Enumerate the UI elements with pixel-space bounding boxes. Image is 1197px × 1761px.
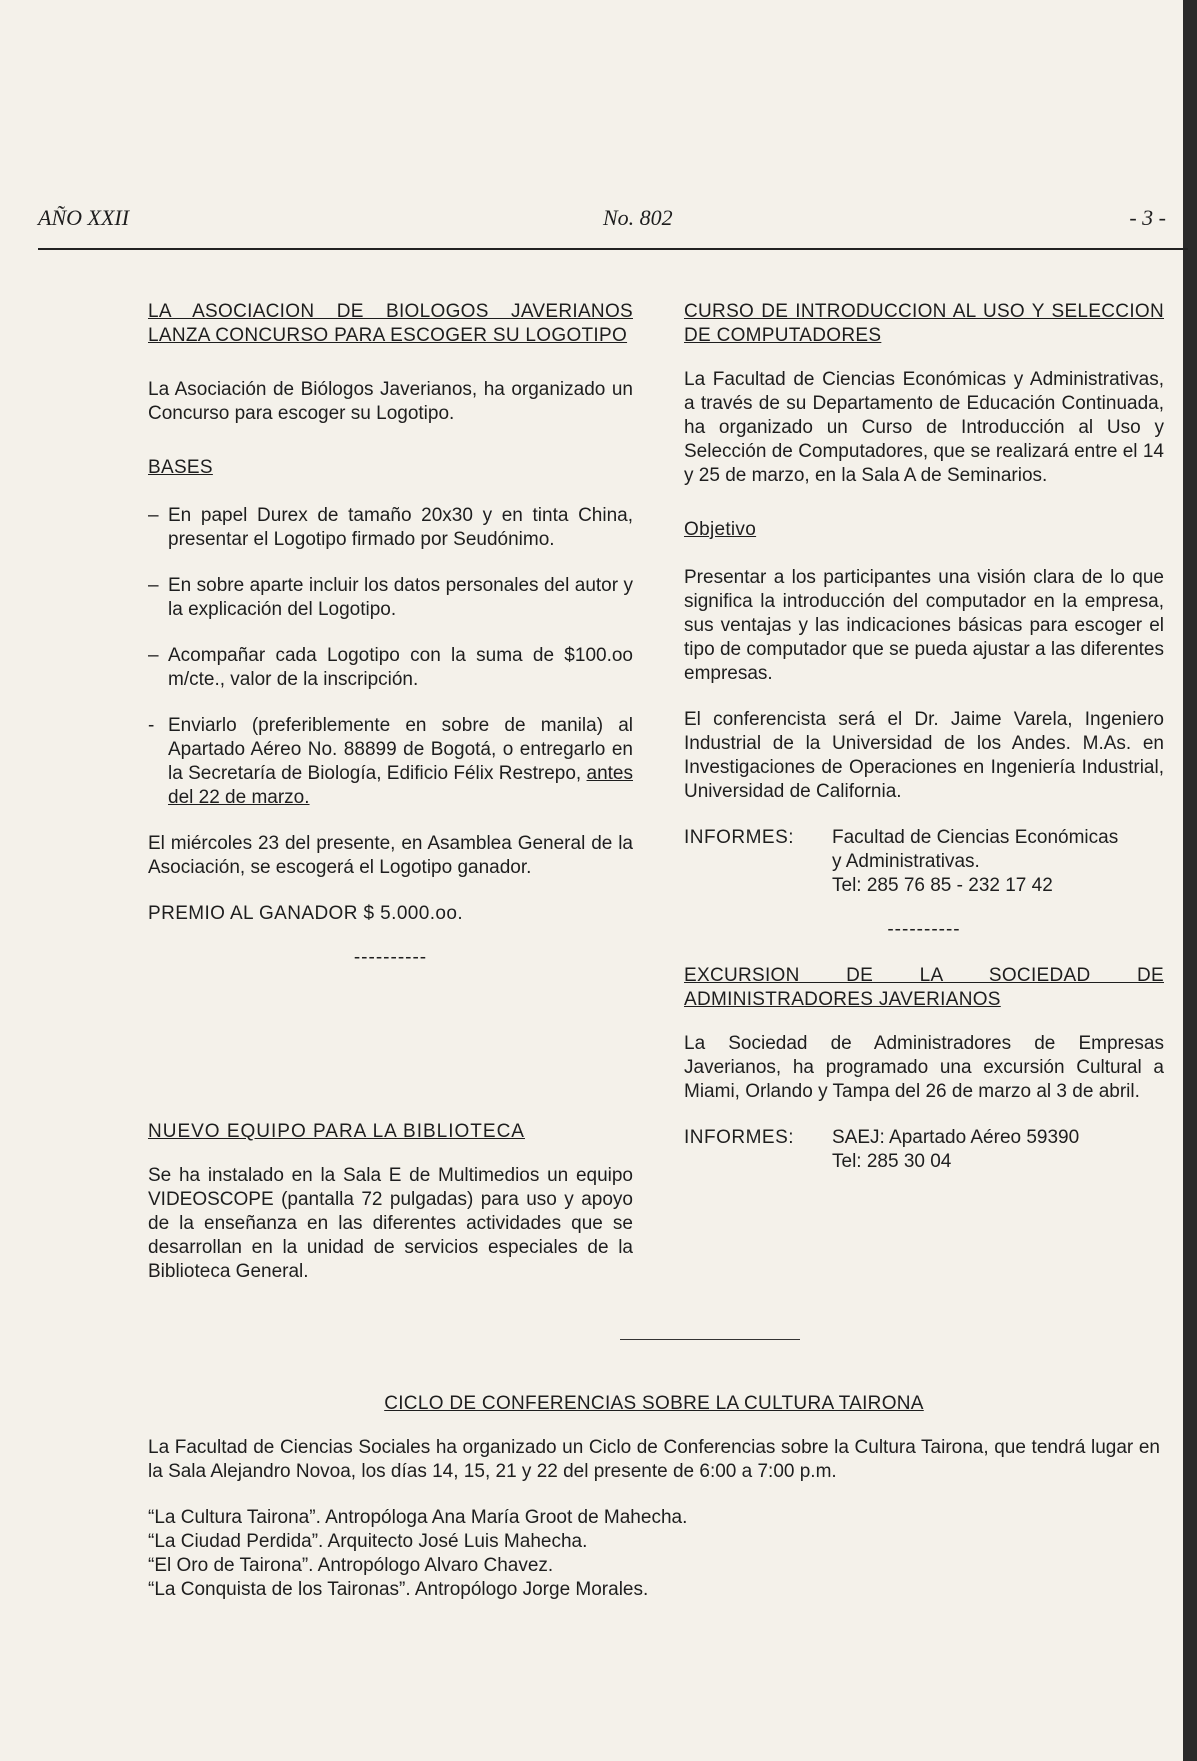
biblioteca-text: Se ha instalado en la Sala E de Multimedios un equipo VIDEOSCOPE (pantalla 72 pulgadas) para uso y apoyo de la enseñanza en las diferentes actividades que se desarrollan en la unidad de servicios especiales de la Biblioteca General. xyxy=(148,1165,633,1282)
biologos-title: LA ASOCIACION DE BIOLOGOS JAVERIANOS LANZA CONCURSO PARA ESCOGER SU LOGOTIPO xyxy=(148,301,633,346)
excursion-text: La Sociedad de Administradores de Empresas Javerianos, ha programado una excursión Cultural a Miami, Orlando y Tampa del 26 de marzo al 3 de abril. xyxy=(684,1033,1164,1102)
header-rule xyxy=(38,248,1188,250)
informes-block xyxy=(684,826,1164,898)
talk-item: “La Ciudad Perdida”. Arquitecto José Luis Mahecha. xyxy=(148,1531,588,1552)
base-item: – En papel Durex de tamaño 20x30 y en tinta China, presentar el Logotipo firmado por Seudónimo. xyxy=(148,505,633,550)
separator: ---------- xyxy=(887,919,961,940)
computadores-intro: La Facultad de Ciencias Económicas y Administrativas, a través de su Departamento de Educación Continuada, ha organizado un Curso de Introducción al Uso y Selección de Computadores, que se realizará entre el 14 y 25 de marzo, en la Sala A de Seminarios. xyxy=(684,369,1164,486)
informes-label: INFORMES: xyxy=(684,827,795,848)
talk-item: “La Conquista de los Taironas”. Antropólogo Jorge Morales. xyxy=(148,1579,649,1600)
base-item: - Enviarlo (preferiblemente en sobre de manila) al Apartado Aéreo No. 88899 de Bogotá, o entregarlo en la Secretaría de Biología, Edificio Félix Restrepo, antes del 22 de marzo. xyxy=(148,715,633,808)
excursion-title: EXCURSION DE LA SOCIEDAD DE ADMINISTRADORES JAVERIANOS xyxy=(684,965,1164,1010)
informes-block xyxy=(684,1126,1164,1174)
tairona-text: La Facultad de Ciencias Sociales ha organizado un Ciclo de Conferencias sobre la Cultura Tairona, que tendrá lugar en la Sala Alejandro Novoa, los días 14, 15, 21 y 22 del presente de 6:00 a 7:00 p.m. xyxy=(148,1437,1160,1482)
separator: ---------- xyxy=(353,947,428,968)
informes-line: y Administrativas. xyxy=(832,851,980,872)
talk-item: “El Oro de Tairona”. Antropólogo Alvaro Chavez. xyxy=(148,1555,554,1576)
page-edge xyxy=(1183,0,1197,1761)
informes-line: SAEJ: Apartado Aéreo 59390 xyxy=(832,1127,1080,1148)
base-item: – Acompañar cada Logotipo con la suma de $100.oo m/cte., valor de la inscripción. xyxy=(148,645,633,690)
section-rule xyxy=(620,1339,800,1340)
year-label: AÑO XXII xyxy=(38,205,130,230)
prize-line: PREMIO AL GANADOR $ 5.000.oo. xyxy=(148,903,464,924)
biologos-intro: La Asociación de Biólogos Javerianos, ha organizado un Concurso para escoger su Logotipo. xyxy=(148,379,633,424)
computadores-title: CURSO DE INTRODUCCION AL USO Y SELECCION DE COMPUTADORES xyxy=(684,301,1164,346)
issue-number: No. 802 xyxy=(603,205,673,230)
base-item-text: Enviarlo (preferiblemente en sobre de manila) al Apartado Aéreo No. 88899 de Bogotá, o entregarlo en la Secretaría de Biología, Edificio Félix Restrepo, xyxy=(168,715,633,784)
objetivo-label: Objetivo xyxy=(684,519,757,540)
article-computadores xyxy=(684,300,1164,1174)
article-biologos xyxy=(148,300,633,970)
informes-label: INFORMES: xyxy=(684,1127,795,1148)
informes-phone: Tel: 285 76 85 - 232 17 42 xyxy=(832,875,1053,896)
objetivo-text: Presentar a los participantes una visión clara de lo que significa la introducción del computador en la empresa, sus ventajas y las indicaciones básicas para escoger el tipo de computador que se pueda ajustar a las diferentes empresas. xyxy=(684,567,1164,684)
talk-item: “La Cultura Tairona”. Antropóloga Ana María Groot de Mahecha. xyxy=(148,1507,688,1528)
bases-label: BASES xyxy=(148,457,213,478)
informes-phone: Tel: 285 30 04 xyxy=(832,1151,952,1172)
article-tairona xyxy=(148,1392,1160,1602)
page-header xyxy=(38,205,1166,245)
base-item: – En sobre aparte incluir los datos personales del autor y la explicación del Logotipo. xyxy=(148,575,633,620)
article-biblioteca xyxy=(148,1120,633,1284)
page-number: - 3 - xyxy=(1129,205,1166,230)
assembly-note: El miércoles 23 del presente, en Asamblea General de la Asociación, se escogerá el Logotipo ganador. xyxy=(148,833,633,878)
biblioteca-title: NUEVO EQUIPO PARA LA BIBLIOTECA xyxy=(148,1121,525,1142)
tairona-title: CICLO DE CONFERENCIAS SOBRE LA CULTURA TAIRONA xyxy=(384,1393,924,1414)
conferencista-text: El conferencista será el Dr. Jaime Varela, Ingeniero Industrial de la Universidad de los Andes. M.As. en Investigaciones de Operaciones en Ingeniería Industrial, Universidad de California. xyxy=(684,709,1164,802)
deadline: antes del 22 de marzo. xyxy=(168,763,633,808)
informes-line: Facultad de Ciencias Económicas xyxy=(832,827,1119,848)
